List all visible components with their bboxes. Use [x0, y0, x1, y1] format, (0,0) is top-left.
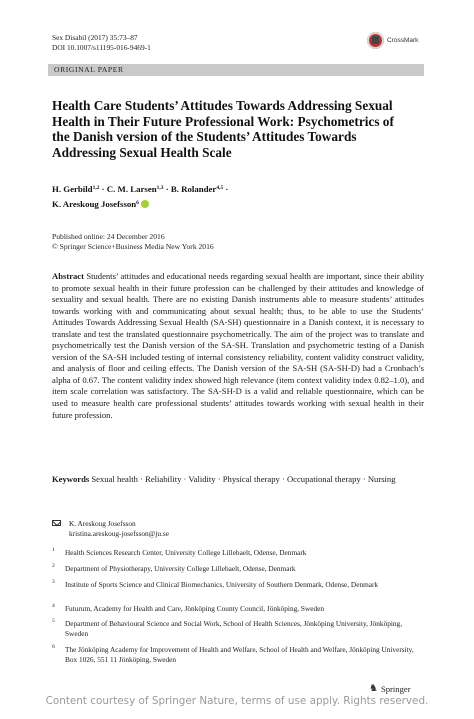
- keywords: [52, 474, 424, 486]
- springer-logo: [369, 683, 411, 694]
- crossmark-badge[interactable]: [367, 29, 439, 51]
- correspondence-email[interactable]: kristina.areskoug-josefsson@ju.se: [69, 528, 169, 538]
- affiliation-number: 4: [52, 603, 55, 609]
- abstract: [52, 271, 424, 421]
- footer-notice: Content courtesy of Springer Nature, terms of use apply. Rights reserved.: [45, 695, 429, 707]
- author-separator: ·: [101, 184, 105, 194]
- envelope-icon: [52, 520, 61, 526]
- affiliation-number: 2: [52, 563, 55, 569]
- affiliation-number: 3: [52, 579, 55, 585]
- affiliation-number: 6: [52, 644, 55, 650]
- journal-info: [52, 33, 151, 52]
- affiliation-3: [52, 580, 424, 590]
- publisher-name: Springer: [380, 683, 411, 694]
- article-type-bar: [48, 64, 424, 76]
- published-date: Published online: 24 December 2016: [52, 232, 165, 241]
- author-name[interactable]: H. Gerbild: [52, 184, 93, 194]
- copyright-notice: © Springer Science+Business Media New York 2016: [52, 242, 214, 252]
- affiliation-text: Futurum, Academy for Health and Care, Jönköping County Council, Jönköping, Sweden: [65, 604, 325, 613]
- author-name[interactable]: K. Areskoug Josefsson: [52, 198, 137, 209]
- article-type-label: ORIGINAL PAPER: [54, 65, 124, 74]
- doi[interactable]: DOI 10.1007/s11195-016-9469-1: [52, 42, 151, 52]
- paper-title: Health Care Students’ Attitudes Towards Addressing Sexual Health in Their Future Professional Work: Psychometrics of the Danish version of the Students’ Attitudes Towards Addressing Sexual Health Scale: [52, 98, 394, 160]
- author-name[interactable]: B. Rolander: [170, 184, 217, 194]
- abstract-text: Students’ attitudes and educational needs regarding sexual health are important, since their ability to promote sexual health in their future profession can be challenged by their attitudes and knowledge of sexuality and sexual health. There are no existing Danish instruments able to measure students’ attitudes towards working with and communicating about sexual health; thus, to be able to use the Students’ Attitudes Towards Addressing Sexual Health (SA-SH) questionnaire in a Danish context, it is necessary to translate and test the translated questionnaire psychometrically. The aim of the project was to translate and psychometrically test the Danish version of the SA-SH. Translation and psychometric testing of a Danish version of the SA-SH included testing of internal consistency reliability, content validity construct validity, and analysis of floor and ceiling effects. The Danish version of the SA-SH (SA-SH-D) had a Cronbach’s alpha of 0.67. The content validity index showed high relevance (item context validity index 0.82–1.0), and item scale correlation was satisfactory. The SA-SH-D is a valid and reliable questionnaire, which can be used to measure health care professional students’ attitudes towards working with sexual health in their future profession.: [52, 271, 424, 420]
- affiliation-5: [52, 619, 424, 638]
- affiliation-text: Department of Physiotherapy, University College Lillebaelt, Odense, Denmark: [65, 564, 296, 573]
- author-separator: ·: [225, 184, 229, 194]
- journal-citation: Sex Disabil (2017) 35:73–87: [52, 33, 138, 42]
- springer-horse-icon: ♞: [369, 683, 378, 694]
- author-affiliation-ref: 1,2: [92, 185, 100, 191]
- affiliation-2: [52, 564, 424, 574]
- author-affiliation-ref: 4,5: [216, 185, 224, 191]
- correspondence: [52, 519, 169, 539]
- affiliation-text: The Jönköping Academy for Improvement of Health and Welfare, School of Health and Welfare, Jönköping University, Box 1026, 551 11 Jönköping, Sweden: [65, 645, 414, 664]
- keywords-label: Keywords: [52, 474, 90, 484]
- affiliation-text: Department of Behavioural Science and Social Work, School of Health Sciences, Jönköping University, Jönköping, Sweden: [65, 619, 403, 638]
- author-separator: ·: [165, 184, 169, 194]
- author-affiliation-ref: 1,3: [156, 185, 164, 191]
- author-list: [52, 182, 392, 211]
- affiliation-number: 5: [52, 618, 55, 624]
- author-name[interactable]: C. M. Larsen: [106, 184, 157, 194]
- affiliation-number: 1: [52, 547, 55, 553]
- correspondence-name: K. Areskoug Josefsson: [69, 519, 136, 528]
- keywords-text: Sexual health · Reliability · Validity · Physical therapy · Occupational therapy · Nursing: [91, 474, 396, 484]
- crossmark-label: CrossMark: [387, 36, 419, 44]
- orcid-icon[interactable]: [141, 200, 149, 208]
- affiliation-text: Institute of Sports Science and Clinical Biomechanics, University of Southern Denmark, Odense, Denmark: [65, 580, 379, 589]
- author-affiliation-ref: 6: [136, 199, 139, 206]
- affiliation-text: Health Sciences Research Center, University College Lillebaelt, Odense, Denmark: [65, 548, 307, 557]
- abstract-label: Abstract: [52, 271, 84, 281]
- crossmark-icon: [367, 32, 384, 49]
- affiliation-6: [52, 645, 424, 664]
- publication-info: [52, 232, 214, 253]
- affiliation-4: [52, 604, 424, 614]
- affiliation-1: [52, 548, 424, 558]
